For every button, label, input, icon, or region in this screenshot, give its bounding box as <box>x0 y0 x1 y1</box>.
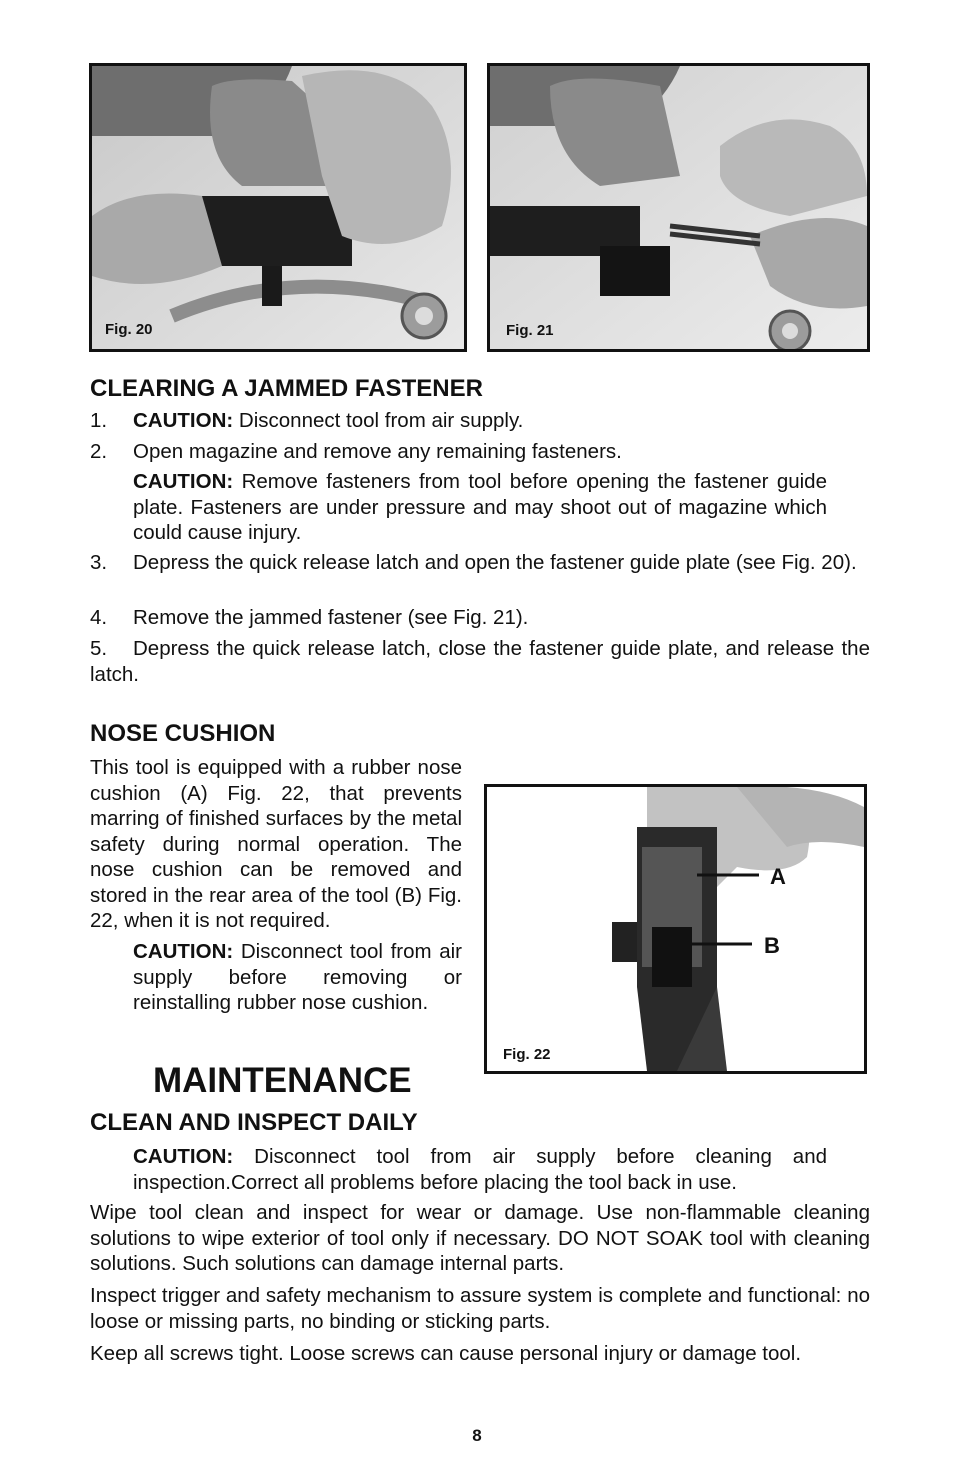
step5-number: 5. <box>90 637 108 660</box>
maintenance-para-1: Wipe tool clean and inspect for wear or damage. Use non-flammable cleaning solutions to wipe exterior of tool only if necessary. DO NOT SOAK tool with cleaning solutions. Such solutions can damage internal parts. <box>90 1201 870 1275</box>
callout-a: A <box>770 864 786 889</box>
step5-text: Depress the quick release latch, close the fastener guide plate, and release the latch. <box>90 637 870 686</box>
step1-caution: CAUTION: <box>133 409 234 432</box>
maintenance-para-2: Inspect trigger and safety mechanism to assure system is complete and functional: no loose or missing parts, no binding or sticking parts. <box>90 1284 870 1333</box>
fig21-photo <box>490 66 867 349</box>
fig21-label: Fig. 21 <box>506 322 554 339</box>
fig20-photo <box>92 66 464 349</box>
clearing-step-3 <box>90 550 870 576</box>
step2-text: Open magazine and remove any remaining fasteners. <box>133 440 622 463</box>
fig22-photo <box>487 787 864 1071</box>
nose-caution-text: Disconnect tool from air supply before removing or reinstalling rubber nose cushion. <box>133 940 462 1014</box>
nose-heading: NOSE CUSHION <box>90 720 276 747</box>
maintenance-heading: CLEAN AND INSPECT DAILY <box>90 1109 418 1136</box>
maintenance-caution <box>133 1144 827 1195</box>
maintenance-title: MAINTENANCE <box>153 1061 412 1100</box>
fig20-label: Fig. 20 <box>105 321 153 338</box>
figure-21 <box>487 63 870 352</box>
maintenance-para-3: Keep all screws tight. Loose screws can cause personal injury or damage tool. <box>90 1342 802 1365</box>
callout-b: B <box>764 933 780 958</box>
step2-number: 2. <box>90 440 108 463</box>
clearing-step-1 <box>90 408 870 434</box>
step3-text: Depress the quick release latch and open the fastener guide plate (see Fig. 20). <box>133 551 857 574</box>
page-number: 8 <box>472 1426 482 1445</box>
clearing-step-5 <box>90 636 870 687</box>
maintenance-caution-label: CAUTION: <box>133 1145 234 1168</box>
step2-caution-text: Remove fasteners from tool before opening the fastener guide plate. Fasteners are under pressure and may shoot out of magazine which could cause injury. <box>133 470 827 544</box>
figure-20 <box>89 63 467 352</box>
nose-caution <box>133 939 462 1016</box>
step1-number: 1. <box>90 409 108 432</box>
nose-caution-label: CAUTION: <box>133 940 234 963</box>
step4-text: Remove the jammed fastener (see Fig. 21). <box>133 606 529 629</box>
clearing-heading: CLEARING A JAMMED FASTENER <box>90 375 483 402</box>
clearing-step-4 <box>90 605 870 631</box>
step3-number: 3. <box>90 551 108 574</box>
step4-number: 4. <box>90 606 108 629</box>
fig22-label: Fig. 22 <box>503 1046 551 1063</box>
nose-body: This tool is equipped with a rubber nose cushion (A) Fig. 22, that prevents marring of finished surfaces by the metal safety during normal operation. The nose cushion can be removed and stored in the rear area of the tool (B) Fig. 22, when it is not required. <box>90 756 462 932</box>
clearing-step-2-caution <box>133 469 827 546</box>
step2-caution: CAUTION: <box>133 470 234 493</box>
maintenance-caution-text: Disconnect tool from air supply before cleaning and inspection.Correct all problems before placing the tool back in use. <box>133 1145 827 1194</box>
step1-text: Disconnect tool from air supply. <box>233 409 524 432</box>
clearing-step-2 <box>90 439 870 465</box>
figure-22 <box>484 784 867 1074</box>
